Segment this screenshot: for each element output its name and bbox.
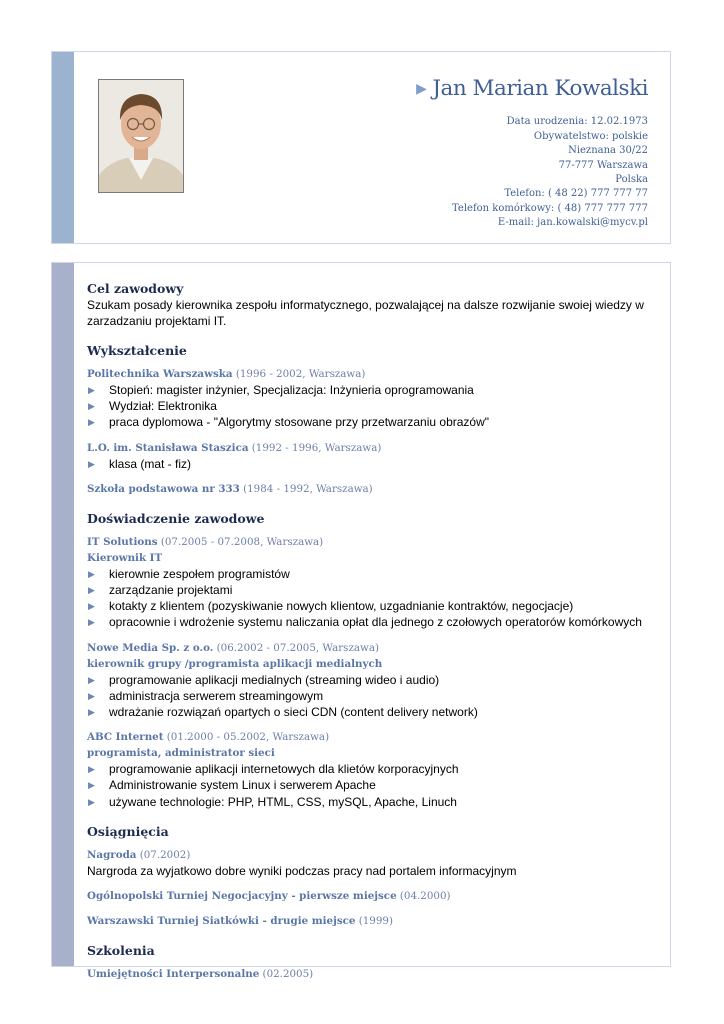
company-name: Nowe Media Sp. z o.o.	[87, 641, 214, 654]
education-entry	[87, 440, 654, 456]
name-arrow-icon: ▶	[416, 81, 427, 97]
bullet-arrow-icon: ▶	[88, 617, 95, 628]
list-item: ▶ praca dyplomowa - "Algorytmy stosowane przy przetwarzaniu obrazów"	[88, 415, 490, 430]
address-country: Polska	[615, 174, 648, 185]
education-entry	[87, 481, 654, 497]
achievement-name: Ogólnopolski Turniej Negocjacyjny - pierwsze miejsce	[87, 889, 397, 902]
address-street: Nieznana 30/22	[568, 145, 648, 156]
list-item: ▶ kotakty z klientem (pozyskiwanie nowych klientow, uzgadnianie kontraktów, negocjacje)	[88, 599, 574, 614]
job-duties	[87, 566, 654, 631]
job-meta: (07.2005 - 07.2008, Warszawa)	[157, 535, 324, 548]
content-accent-bar	[52, 263, 74, 966]
school-name: Politechnika Warszawska	[87, 368, 233, 380]
list-item: ▶ opracownie i wdrożenie systemu naliczania opłat dla jednego z czołowych operatorów komórkowych	[88, 615, 642, 630]
job-duties	[87, 672, 654, 721]
birth-date: Data urodzenia: 12.02.1973	[506, 116, 648, 127]
job-meta: (01.2000 - 05.2002, Warszawa)	[163, 731, 330, 744]
achievement-entry	[87, 847, 654, 863]
job-entry	[87, 729, 654, 745]
achievement-meta: (07.2002)	[136, 848, 191, 861]
bullet-arrow-icon: ▶	[88, 601, 95, 612]
achievement-name: Warszawski Turniej Siatkówki - drugie miejsce	[87, 914, 356, 927]
job-entry	[87, 640, 654, 656]
job-role: Kierownik IT	[87, 551, 163, 564]
education-details	[87, 456, 654, 472]
header-accent-bar	[52, 52, 74, 243]
achievement-entry	[87, 913, 654, 929]
bullet-arrow-icon: ▶	[88, 707, 95, 718]
education-details	[87, 382, 654, 431]
mobile-phone: Telefon komórkowy: ( 48) 777 777 777	[452, 202, 648, 214]
list-item: ▶ zarządzanie projektami	[88, 583, 233, 598]
bullet-arrow-icon: ▶	[88, 458, 95, 469]
candidate-name: Jan Marian Kowalski	[432, 76, 648, 101]
achievement-name: Nagroda	[87, 848, 137, 861]
job-duties	[87, 761, 654, 810]
job-entry	[87, 534, 654, 550]
training-name: Umiejętności Interpersonalne	[87, 967, 260, 980]
address-city: 77-777 Warszawa	[558, 159, 648, 171]
list-item: ▶ klasa (mat - fiz)	[88, 456, 192, 471]
bullet-arrow-icon: ▶	[88, 764, 95, 775]
list-item: ▶ używane technologie: PHP, HTML, CSS, mySQL, Apache, Linuch	[88, 794, 457, 809]
achievement-meta: (04.2000)	[396, 889, 451, 902]
training-meta: (02.2005)	[259, 967, 314, 980]
list-item: ▶ Wydział: Elektronika	[88, 399, 217, 414]
training-heading: Szkolenia	[87, 942, 155, 958]
list-item: ▶ wdrażanie rozwiązań opartych o sieci CDN (content delivery network)	[88, 705, 478, 720]
education-entry	[87, 366, 654, 382]
list-item: ▶ administracja serwerem streamingowym	[88, 688, 324, 703]
school-meta: (1992 - 1996, Warszawa)	[248, 441, 382, 454]
list-item: ▶ kierownie zespołem programistów	[88, 566, 290, 581]
job-role: programista, administrator sieci	[87, 747, 275, 760]
bullet-arrow-icon: ▶	[88, 568, 95, 579]
contact-block	[452, 187, 648, 231]
cv-content	[87, 281, 654, 982]
goal-text: Szukam posady kierownika zespołu informatycznego, pozwalającej na dalsze rozwijanie swoiej wiedzy w zarzadzaniu projektami IT.	[87, 298, 644, 328]
school-meta: (1984 - 1992, Warszawa)	[239, 482, 373, 495]
bullet-arrow-icon: ▶	[88, 385, 95, 395]
citizenship: Obywatelstwo: polskie	[533, 130, 648, 142]
achievement-text: Nargroda za wyjatkowo dobre wyniki podczas pracy nad portalem informacyjnym	[87, 863, 517, 878]
bullet-arrow-icon: ▶	[88, 585, 95, 596]
address-block	[559, 144, 648, 188]
bullet-arrow-icon: ▶	[88, 401, 95, 412]
company-name: ABC Internet	[87, 731, 164, 744]
candidate-name-row	[416, 76, 648, 101]
training-entry	[87, 966, 654, 982]
bullet-arrow-icon: ▶	[88, 417, 95, 428]
profile-photo-illustration	[99, 80, 183, 192]
bullet-arrow-icon: ▶	[88, 796, 95, 807]
personal-info	[507, 115, 648, 144]
achievement-entry	[87, 888, 654, 904]
phone: Telefon: ( 48 22) 777 777 77	[504, 188, 648, 199]
bullet-arrow-icon: ▶	[88, 690, 95, 701]
goal-heading: Cel zawodowy	[87, 281, 184, 296]
job-role: kierownik grupy /programista aplikacji medialnych	[87, 657, 383, 670]
achievement-meta: (1999)	[355, 914, 393, 927]
experience-heading: Doświadczenie zawodowe	[87, 510, 265, 526]
list-item: ▶ Administrowanie system Linux i serwerem Apache	[88, 778, 376, 793]
school-name: L.O. im. Stanisława Staszica	[87, 441, 249, 454]
bullet-arrow-icon: ▶	[88, 674, 95, 685]
school-name: Szkoła podstawowa nr 333	[87, 482, 240, 495]
company-name: IT Solutions	[87, 535, 158, 548]
list-item: ▶ programowanie aplikacji medialnych (streaming wideo i audio)	[88, 672, 440, 687]
list-item: ▶ programowanie aplikacji internetowych dla klietów korporacyjnych	[88, 762, 459, 777]
profile-photo	[98, 79, 184, 193]
list-item: ▶ Stopień: magister inżynier, Specjalizacja: Inżynieria oprogramowania	[88, 383, 474, 397]
job-meta: (06.2002 - 07.2005, Warszawa)	[213, 641, 379, 654]
header-card	[51, 51, 671, 244]
achievements-heading: Osiągnięcia	[87, 823, 169, 839]
content-card	[51, 262, 671, 980]
education-heading: Wykształcenie	[87, 343, 187, 358]
bullet-arrow-icon: ▶	[88, 780, 95, 791]
school-meta: (1996 - 2002, Warszawa)	[232, 368, 366, 380]
email: E-mail: jan.kowalski@mycv.pl	[497, 217, 648, 228]
